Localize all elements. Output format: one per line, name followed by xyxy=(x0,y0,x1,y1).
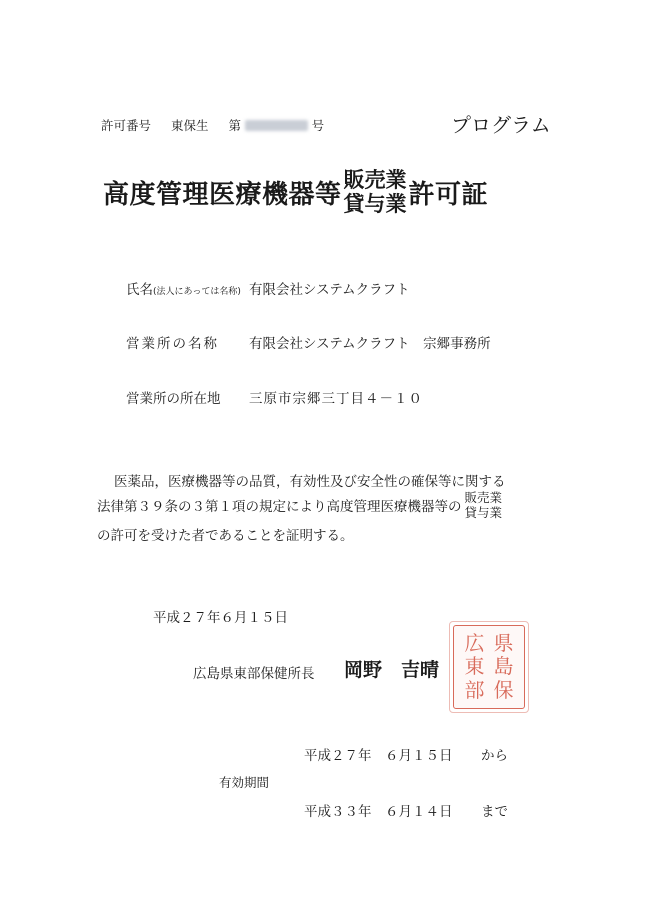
statement-line-2-text: 法律第３９条の３第１項の規定により高度管理医療機器等の xyxy=(97,499,462,515)
title-stack xyxy=(344,168,407,216)
seal-char: 広 xyxy=(464,631,485,655)
title-stack-bottom: 貸与業 xyxy=(343,192,407,216)
name-label-group xyxy=(126,278,241,298)
authority-code: 東保生 xyxy=(170,118,209,133)
statement-stack-top: 販売業 xyxy=(464,490,503,505)
issuer-office: 広島県東部保健所長 xyxy=(193,666,315,682)
title-stack-top: 販売業 xyxy=(343,168,407,192)
title-main: 高度管理医療機器等 xyxy=(103,179,342,210)
official-seal xyxy=(453,625,525,709)
seal-char: 県 xyxy=(493,631,514,655)
number-suffix: 号 xyxy=(311,118,325,133)
program-label: プログラム xyxy=(451,113,551,137)
office-name-label: 営業所の名称 xyxy=(126,336,219,352)
office-name-value: 有限会社システムクラフト 宗郷事務所 xyxy=(249,336,491,352)
title-tail: 許可証 xyxy=(408,179,489,210)
number-prefix: 第 xyxy=(228,118,241,133)
validity-label: 有効期間 xyxy=(219,775,270,790)
permit-number-label: 許可番号 xyxy=(101,118,152,133)
statement-line-1: 医薬品，医療機器等の品質，有効性及び安全性の確保等に関する xyxy=(114,474,506,490)
permit-number-redacted xyxy=(245,118,308,133)
statement-line-2-stack xyxy=(465,490,503,520)
statement-line-3: の許可を受けた者であることを証明する。 xyxy=(97,528,354,544)
permit-number-row xyxy=(101,116,324,134)
seal-char: 保 xyxy=(493,677,514,702)
validity-end: 平成３３年 ６月１４日 xyxy=(304,804,453,820)
document-title xyxy=(103,168,488,216)
issue-date: 平成２７年６月１５日 xyxy=(153,610,288,626)
name-note: (法人にあっては名称) xyxy=(153,287,241,297)
seal-char: 島 xyxy=(493,654,514,679)
validity-end-suffix: まで xyxy=(481,804,508,820)
issuer-name: 岡野 吉晴 xyxy=(344,659,440,681)
name-value: 有限会社システムクラフト xyxy=(249,282,410,298)
name-label: 氏名 xyxy=(126,282,153,298)
statement-stack-bottom: 貸与業 xyxy=(464,505,503,520)
office-address-label: 営業所の所在地 xyxy=(126,391,221,407)
validity-start: 平成２７年 ６月１５日 xyxy=(304,748,453,764)
office-address-value: 三原市宗郷三丁目４－１０ xyxy=(249,391,423,407)
seal-char: 部 xyxy=(464,677,485,702)
statement-line-2 xyxy=(97,490,502,520)
seal-char: 東 xyxy=(464,654,485,679)
validity-start-suffix: から xyxy=(481,748,508,764)
